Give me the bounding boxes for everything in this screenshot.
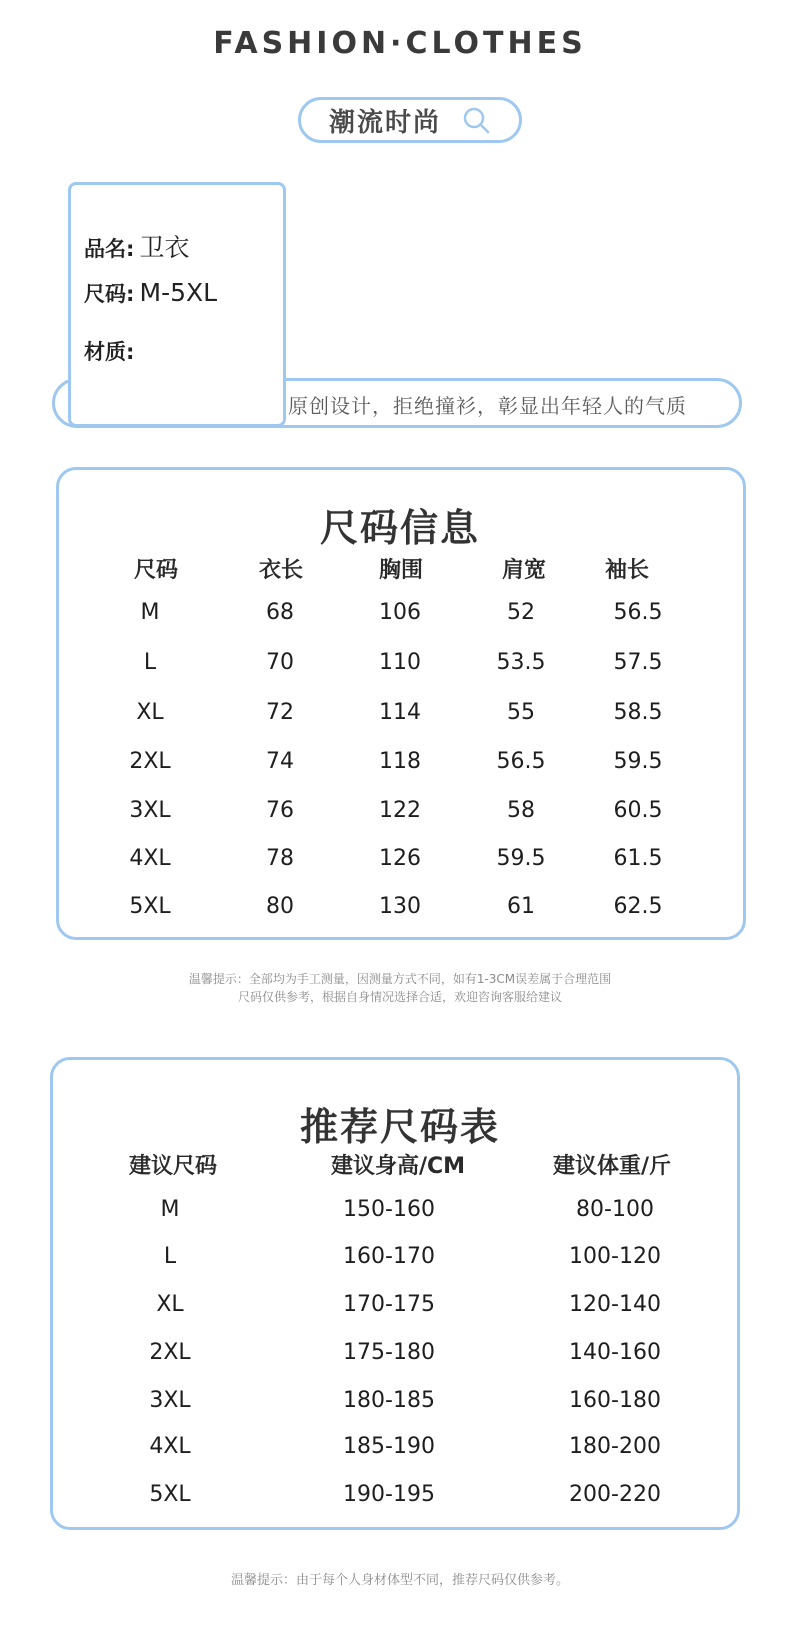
size-cell-r2-c3: 110 (379, 650, 421, 675)
size-header-size: 尺码 (133, 558, 178, 583)
size-cell-r5-c2: 76 (266, 798, 294, 823)
size-cell-r3-c2: 72 (266, 700, 294, 725)
size-cell-r4-c1: 2XL (129, 749, 171, 774)
size-cell-r1-c2: 68 (266, 600, 294, 625)
rec-cell-r2-c2: 160-170 (343, 1244, 435, 1269)
rec-cell-r5-c1: 3XL (149, 1388, 191, 1413)
product-material-key: 材质: (84, 340, 135, 364)
size-cell-r7-c1: 5XL (129, 894, 171, 919)
size-info-title: 尺码信息 (319, 506, 480, 550)
rec-cell-r3-c2: 170-175 (343, 1292, 435, 1317)
size-header-chest: 胸围 (378, 558, 423, 583)
size-cell-r2-c2: 70 (266, 650, 294, 675)
rec-cell-r7-c1: 5XL (149, 1482, 191, 1507)
rec-cell-r3-c3: 120-140 (569, 1292, 661, 1317)
rec-cell-r5-c3: 160-180 (569, 1388, 661, 1413)
rec-cell-r2-c3: 100-120 (569, 1244, 661, 1269)
size-header-shoulder: 肩宽 (501, 558, 546, 583)
brand-title: FASHION·CLOTHES (213, 26, 587, 61)
size-cell-r2-c4: 53.5 (496, 650, 546, 675)
size-header-sleeve: 袖长 (604, 558, 649, 583)
size-cell-r6-c3: 126 (379, 846, 421, 871)
size-cell-r1-c5: 56.5 (613, 600, 663, 625)
size-cell-r5-c3: 122 (379, 798, 421, 823)
rec-cell-r6-c3: 180-200 (569, 1434, 661, 1459)
size-cell-r1-c1: M (140, 600, 160, 625)
size-cell-r6-c4: 59.5 (496, 846, 546, 871)
search-icon (461, 105, 491, 135)
rec-cell-r1-c2: 150-160 (343, 1197, 435, 1222)
size-cell-r3-c1: XL (136, 700, 164, 725)
rec-cell-r6-c2: 185-190 (343, 1434, 435, 1459)
size-cell-r5-c4: 58 (507, 798, 535, 823)
size-cell-r7-c5: 62.5 (613, 894, 663, 919)
slogan-text: 原创设计，拒绝撞衫，彰显出年轻人的气质 (288, 394, 687, 418)
size-cell-r7-c4: 61 (507, 894, 535, 919)
rec-header-height: 建议身高/CM (330, 1154, 466, 1179)
rec-cell-r5-c2: 180-185 (343, 1388, 435, 1413)
rec-cell-r7-c3: 200-220 (569, 1482, 661, 1507)
product-size-value: M-5XL (139, 278, 218, 307)
recommend-note: 温馨提示：由于每个人身材体型不同，推荐尺码仅供参考。 (230, 1573, 569, 1588)
product-size-key: 尺码: (84, 282, 135, 306)
rec-cell-r4-c2: 175-180 (343, 1340, 435, 1365)
size-cell-r7-c3: 130 (379, 894, 421, 919)
size-cell-r3-c4: 55 (507, 700, 535, 725)
rec-cell-r3-c1: XL (156, 1292, 184, 1317)
rec-cell-r1-c1: M (160, 1197, 180, 1222)
product-name-row (84, 228, 190, 264)
rec-cell-r7-c2: 190-195 (343, 1482, 435, 1507)
product-name-value: 卫衣 (139, 233, 190, 262)
size-cell-r3-c3: 114 (379, 700, 421, 725)
size-cell-r1-c4: 52 (507, 600, 535, 625)
size-cell-r4-c3: 118 (379, 749, 421, 774)
size-cell-r2-c5: 57.5 (613, 650, 663, 675)
size-cell-r1-c3: 106 (379, 600, 421, 625)
tag-pill (298, 97, 522, 143)
product-size-row (84, 278, 217, 308)
size-cell-r5-c1: 3XL (129, 798, 171, 823)
rec-cell-r4-c3: 140-160 (569, 1340, 661, 1365)
rec-cell-r6-c1: 4XL (149, 1434, 191, 1459)
rec-header-weight: 建议体重/斤 (552, 1154, 672, 1179)
tag-label: 潮流时尚 (328, 107, 441, 138)
size-header-length: 衣长 (258, 558, 303, 583)
size-cell-r6-c1: 4XL (129, 846, 171, 871)
rec-cell-r1-c3: 80-100 (576, 1197, 654, 1222)
size-cell-r3-c5: 58.5 (613, 700, 663, 725)
size-cell-r6-c5: 61.5 (613, 846, 663, 871)
recommend-title: 推荐尺码表 (299, 1105, 500, 1149)
product-material-row (84, 336, 134, 366)
size-cell-r6-c2: 78 (266, 846, 294, 871)
size-cell-r5-c5: 60.5 (613, 798, 663, 823)
size-cell-r7-c2: 80 (266, 894, 294, 919)
size-info-note-2: 尺码仅供参考，根据自身情况选择合适，欢迎咨询客服给建议 (237, 990, 562, 1004)
size-cell-r2-c1: L (143, 650, 157, 675)
size-cell-r4-c5: 59.5 (613, 749, 663, 774)
rec-cell-r4-c1: 2XL (149, 1340, 191, 1365)
size-info-note-1: 温馨提示：全部均为手工测量，因测量方式不同，如有1-3CM误差属于合理范围 (188, 972, 612, 986)
size-cell-r4-c2: 74 (266, 749, 294, 774)
rec-header-size: 建议尺码 (128, 1154, 217, 1179)
product-name-key: 品名: (84, 237, 135, 261)
size-cell-r4-c4: 56.5 (496, 749, 546, 774)
rec-cell-r2-c1: L (163, 1244, 177, 1269)
